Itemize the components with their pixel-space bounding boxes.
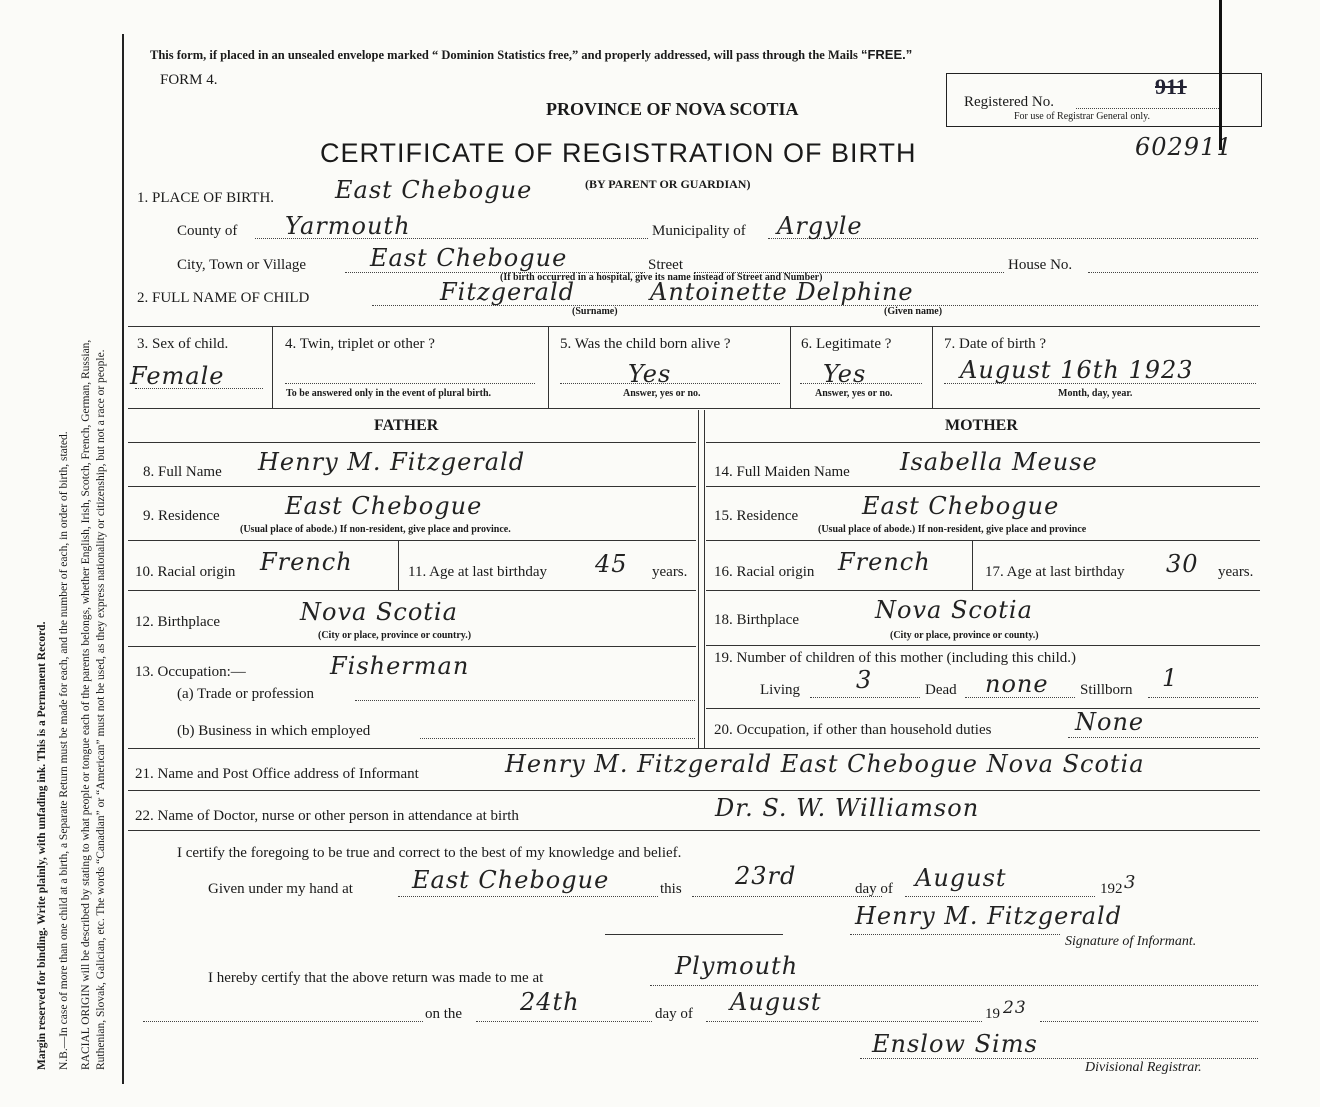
row3-top-rule [128,326,1260,327]
child-given-value: Antoinette Delphine [650,278,914,306]
twin-dotline [285,383,535,384]
informant-value: Henry M. Fitzgerald East Chebogue Nova Scotia [505,750,1145,778]
certify-statement: I certify the foregoing to be true and correct to the best of my knowledge and belief. [177,845,682,861]
informant-rule [128,790,1260,791]
father-racial-value: French [260,548,353,576]
mail-notice-free: “FREE.” [860,47,913,62]
certify-day-value: 23rd [735,862,797,890]
father-heading: FATHER [374,417,439,434]
dob-dotline [944,383,1256,384]
mother-name-value: Isabella Meuse [900,448,1098,476]
registrar-month-value: August [730,988,822,1016]
alive-dotline [560,383,780,384]
mother-racial-value: French [838,548,931,576]
father-name-value: Henry M. Fitzgerald [258,448,526,476]
margin-note-racial-origin: RACIAL ORIGIN will be described by stating to what people or tongue each of the parents belongs, whether English, Irish, Scotch, French, German, Russian, [80,339,92,1070]
father-racial-divider [398,540,399,590]
doctor-label: 22. Name of Doctor, nurse or other person in attendance at birth [135,808,519,824]
house-dotline [1088,272,1258,273]
dob-label: 7. Date of birth ? [944,336,1047,352]
heading-rule-right [706,442,1260,443]
father-business-label: (b) Business in which employed [177,723,371,739]
dead-value: none [985,670,1049,698]
father-name-label: 8. Full Name [143,464,222,480]
county-label: County of [177,223,238,239]
mother-residence-value: East Chebogue [862,492,1060,520]
parents-divider [698,410,699,748]
registered-label: Registered No. [964,94,1054,110]
twin-label: 4. Twin, triplet or other ? [285,336,435,352]
legitimate-value: Yes [823,360,867,388]
margin-rule [122,34,124,1084]
certify-year-digit: 3 [1124,872,1137,893]
given-place-value: East Chebogue [412,866,610,894]
mail-notice-text: This form, if placed in an unsealed envelope marked “ Dominion Statistics free,” and properly addressed, will pass through the Mails [150,48,858,62]
stillborn-dotline [1148,697,1258,698]
living-label: Living [760,682,800,698]
sex-dotline [135,388,263,389]
informant-signature: Henry M. Fitzgerald [855,902,1123,930]
stillborn-value: 1 [1162,664,1179,692]
alive-value: Yes [628,360,672,388]
mother-birthplace-label: 18. Birthplace [714,612,799,628]
father-age-value: 45 [595,550,628,578]
mother-name-label: 14. Full Maiden Name [714,464,850,480]
mother-birthplace-value: Nova Scotia [875,596,1033,624]
twin-note: To be answered only in the event of plural birth. [286,388,492,399]
dob-value: August 16th 1923 [960,356,1194,384]
father-trade-dotline [355,700,695,701]
registrar-day-value: 24th [520,988,580,1016]
certify-this-label: this [660,881,682,897]
certify-month-value: August [915,864,1007,892]
province-heading: PROVINCE OF NOVA SCOTIA [546,99,799,119]
certificate-subtitle: (BY PARENT OR GUARDIAN) [585,177,751,191]
surname-note: (Surname) [572,306,618,317]
mother-racial-divider [972,540,973,590]
sex-label: 3. Sex of child. [137,336,229,352]
doctor-rule [128,830,1260,831]
mother-age-years: years. [1218,564,1254,580]
certify-month-dotline [905,896,1095,897]
house-label: House No. [1008,257,1073,273]
certify-year-prefix: 192 [1100,881,1123,897]
mother-children-label: 19. Number of children of this mother (including this child.) [714,650,1077,666]
mother-birthplace-note: (City or place, province or county.) [890,630,1039,641]
father-occupation-value: Fisherman [330,652,470,680]
given-under-label: Given under my hand at [208,881,353,897]
municipality-label: Municipality of [652,223,746,239]
mother-residence-label: 15. Residence [714,508,799,524]
registrar-day-of-label: day of [655,1006,693,1022]
mother-occupation-value: None [1075,708,1145,736]
row3-divider-4 [932,326,933,408]
margin-note-racial-origin-cont: Ruthenian, Slovak, Galician, etc. The words “Canadian” or “American” must not be used, as they express nationality or citizenship, but not a race or people. [95,349,107,1070]
mother-occupation-dotline [1068,737,1258,738]
registrar-year-dotline [1040,1021,1258,1022]
alive-note: Answer, yes or no. [623,388,701,399]
handwritten-number: 602911 [1135,133,1233,161]
living-dotline [810,697,920,698]
dead-label: Dead [925,682,957,698]
mother-rule-4 [706,645,1260,646]
legitimate-dotline [800,383,922,384]
mother-age-label: 17. Age at last birthday [985,564,1125,580]
father-birthplace-note: (City or place, province or country.) [318,630,472,641]
father-age-label: 11. Age at last birthday [408,564,547,580]
row3-divider-3 [790,326,791,408]
alive-label: 5. Was the child born alive ? [560,336,731,352]
living-value: 3 [856,666,873,694]
father-trade-label: (a) Trade or profession [177,686,315,702]
informant-label: 21. Name and Post Office address of Informant [135,766,419,782]
row3-divider-2 [548,326,549,408]
given-place-dotline [398,896,658,897]
father-business-dotline [420,738,695,739]
registrar-leading-dotline [143,1021,423,1022]
place-of-birth-value: East Chebogue [335,176,533,204]
registered-dotline [1076,108,1221,109]
heading-rule-left [128,442,696,443]
registrar-year-digits: 23 [1003,998,1027,1018]
legitimate-label: 6. Legitimate ? [801,336,892,352]
father-birthplace-value: Nova Scotia [300,598,458,626]
registrar-year-prefix: 19 [985,1006,1000,1022]
father-birthplace-label: 12. Birthplace [135,614,220,630]
mother-racial-label: 16. Racial origin [714,564,815,580]
registrar-signature-label: Divisional Registrar. [1085,1060,1202,1075]
parents-divider-2 [704,410,705,748]
city-value: East Chebogue [370,244,568,272]
father-rule-1 [128,486,696,487]
legitimate-note: Answer, yes or no. [815,388,893,399]
place-of-birth-label: 1. PLACE OF BIRTH. [137,190,275,206]
mother-residence-note: (Usual place of abode.) If non-resident, give place and province [818,524,1087,535]
father-rule-3 [128,590,696,591]
child-name-label: 2. FULL NAME OF CHILD [137,290,310,306]
city-label: City, Town or Village [177,257,307,273]
father-residence-label: 9. Residence [143,508,220,524]
registrar-on-label: on the [425,1006,463,1022]
registrar-place-dotline [650,985,1258,986]
registrar-signature-dotline [860,1058,1258,1059]
informant-signature-rule [605,934,783,935]
mother-rule-3 [706,590,1260,591]
father-rule-4 [128,646,696,647]
child-surname-value: Fitzgerald [440,278,576,306]
corner-pen-mark [1219,0,1222,150]
mother-occupation-label: 20. Occupation, if other than household duties [714,722,992,738]
hospital-note: (If birth occurred in a hospital, give its name instead of Street and Number) [500,272,823,283]
certificate-title: CERTIFICATE OF REGISTRATION OF BIRTH [320,138,917,168]
given-note: (Given name) [884,306,943,317]
municipality-value: Argyle [777,212,863,240]
sex-value: Female [130,362,225,390]
mother-rule-2 [706,540,1260,541]
father-racial-label: 10. Racial origin [135,564,236,580]
registrar-statement: I hereby certify that the above return was made to me at [208,970,544,986]
father-residence-note: (Usual place of abode.) If non-resident, give place and province. [240,524,511,535]
dob-note: Month, day, year. [1058,388,1133,399]
father-residence-value: East Chebogue [285,492,483,520]
certify-day-of-label: day of [855,881,893,897]
margin-note-binding: Margin reserved for binding. Write plainly, with unfading ink. This is a Permanent Record. [36,621,48,1070]
informant-signature-dotline [850,934,1060,935]
county-value: Yarmouth [285,212,411,240]
mother-heading: MOTHER [945,417,1018,434]
row3-divider-1 [272,326,273,408]
registrar-note: For use of Registrar General only. [1014,111,1150,122]
mother-rule-1 [706,486,1260,487]
margin-note-multiple-births: N.B.—In case of more than one child at a birth, a Separate Return must be made for each, and the number of each, in order of birth, stated. [58,431,70,1070]
registrar-place-value: Plymouth [675,952,799,980]
form-number: FORM 4. [160,72,218,88]
row3-bottom-rule [128,408,1260,409]
father-age-years: years. [652,564,688,580]
street-label: Street [648,257,683,273]
certify-day-dotline [692,896,882,897]
registrar-day-dotline [476,1021,652,1022]
mother-age-value: 30 [1166,550,1199,578]
father-rule-2 [128,540,696,541]
mail-notice [150,47,912,63]
mother-rule-5 [706,708,1260,709]
stillborn-label: Stillborn [1080,682,1133,698]
registered-value: 911 [1155,74,1187,99]
informant-signature-label: Signature of Informant. [1065,934,1197,949]
father-occupation-label: 13. Occupation:— [135,664,246,680]
registrar-month-dotline [706,1021,982,1022]
registrar-signature: Enslow Sims [872,1030,1038,1058]
doctor-value: Dr. S. W. Williamson [715,794,980,822]
parents-bottom-rule [128,748,1260,749]
